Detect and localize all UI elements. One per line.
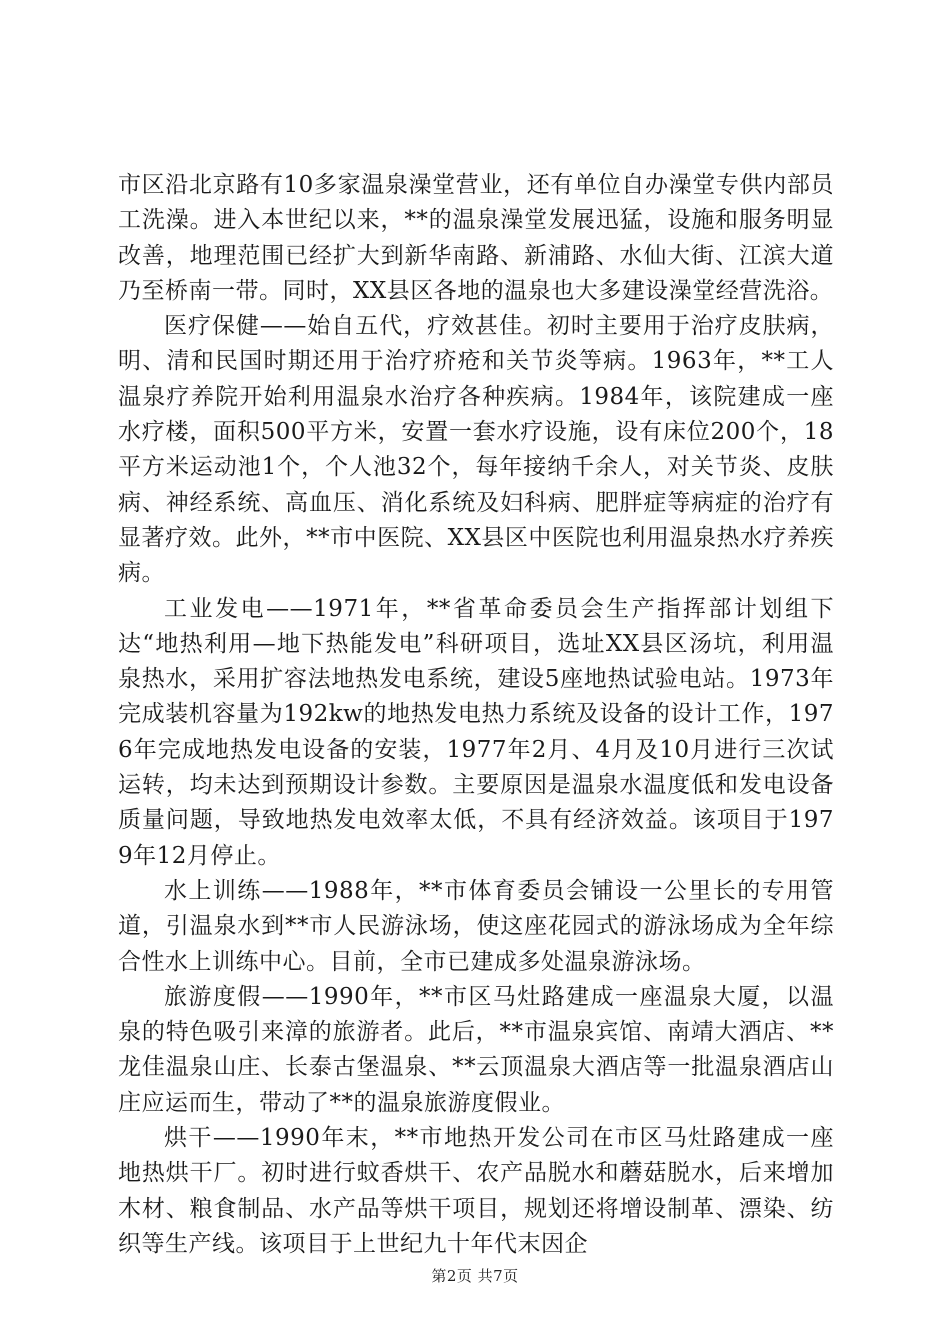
paragraph-medical: 医疗保健——始自五代，疗效甚佳。初时主要用于治疗皮肤病，明、清和民国时期还用于治疗疥疮和关节炎等病。1963年，**工人温泉疗养院开始利用温泉水治疗各种疾病。1984年，该院建成一座水疗楼，面积500平方米，安置一套水疗设施，设有床位200个，18平方米运动池1个，个人池32个，每年接纳千余人，对关节炎、皮肤病、神经系统、高血压、消化系统及妇科病、肥胖症等病症的治疗有显著疗效。此外，**市中医院、XX县区中医院也利用温泉热水疗养疾病。 [118, 313, 834, 587]
paragraph-power: 工业发电——1971年，**省革命委员会生产指挥部计划组下达“地热利用—地下热能发电”科研项目，选址XX县区汤坑，利用温泉热水，采用扩容法地热发电系统，建设5座地热试验电站。1973年完成装机容量为192kw的地热发电热力系统及设备的设计工作，1976年完成地热发电设备的安装，1977年2月、4月及10月进行三次试运转，均未达到预期设计参数。主要原因是温泉水温度低和发电设备质量问题，导致地热发电效率太低，不具有经济效益。该项目于1979年12月停止。 [118, 595, 834, 869]
page-number-footer: 第2页 共7页 [431, 1267, 519, 1285]
paragraph-tourism: 旅游度假——1990年，**市区马灶路建成一座温泉大厦，以温泉的特色吸引来漳的旅游者。此后，**市温泉宾馆、南靖大酒店、**龙佳温泉山庄、长泰古堡温泉、**云顶温泉大酒店等一批温泉酒店山庄应运而生，带动了**的温泉旅游度假业。 [118, 983, 834, 1116]
paragraph-drying: 烘干——1990年末，**市地热开发公司在市区马灶路建成一座地热烘干厂。初时进行蚊香烘干、农产品脱水和蘑菇脱水，后来增加木材、粮食制品、水产品等烘干项目，规划还将增设制革、漂染、纺织等生产线。该项目于上世纪九十年代末因企 [118, 1125, 834, 1257]
paragraph-training: 水上训练——1988年，**市体育委员会铺设一公里长的专用管道，引温泉水到**市人民游泳场，使这座花园式的游泳场成为全年综合性水上训练中心。目前，全市已建成多处温泉游泳场。 [118, 877, 834, 975]
paragraph-1: 市区沿北京路有10多家温泉澡堂营业，还有单位自办澡堂专供内部员工洗澡。进入本世纪以来，**的温泉澡堂发展迅猛，设施和服务明显改善，地理范围已经扩大到新华南路、新浦路、水仙大街、江滨大道乃至桥南一带。同时，XX县区各地的温泉也大多建设澡堂经营洗浴。 [118, 172, 834, 304]
document-body [118, 168, 834, 1262]
